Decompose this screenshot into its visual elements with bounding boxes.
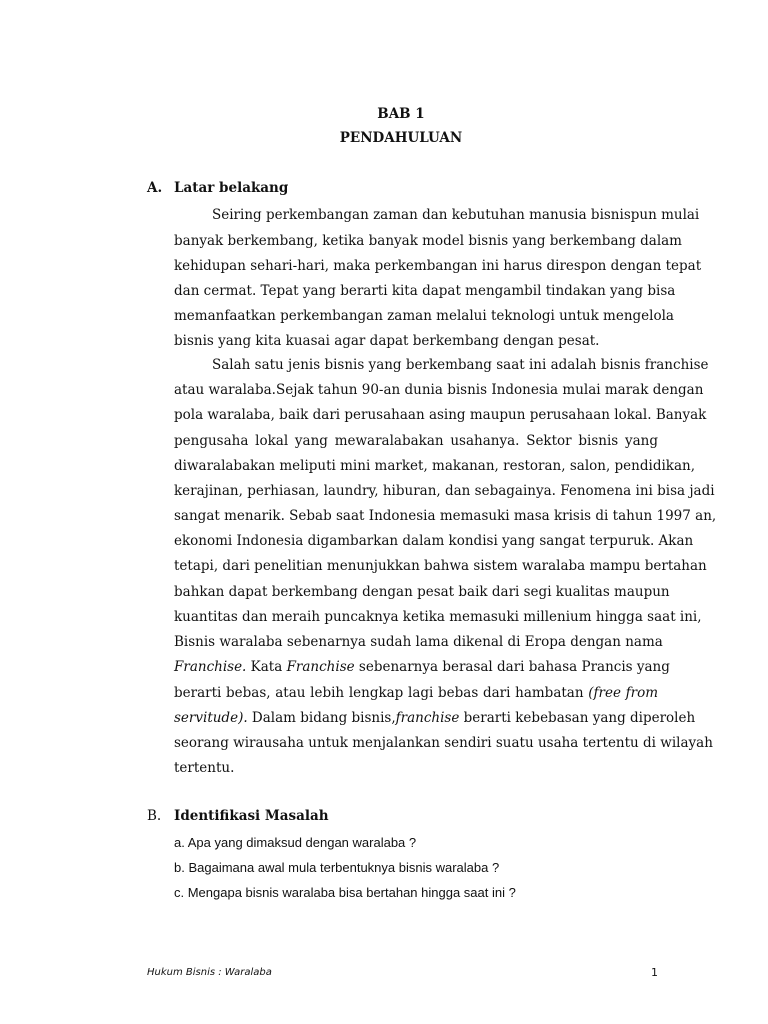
paragraph-line: Franchise. Kata Franchise sebenarnya berasal dari bahasa Prancis yang	[174, 659, 670, 675]
italic-term: servitude).	[174, 710, 248, 726]
paragraph-line: kuantitas dan meraih puncaknya ketika memasuki millenium hingga saat ini,	[174, 609, 702, 625]
chapter-title: PENDAHULUAN	[339, 130, 463, 146]
paragraph-line: tetapi, dari penelitian menunjukkan bahwa sistem waralaba mampu bertahan	[174, 558, 707, 574]
paragraph-line: bahkan dapat berkembang dengan pesat baik dari segi kualitas maupun	[174, 584, 670, 600]
paragraph-line: dan cermat. Tepat yang berarti kita dapat mengambil tindakan yang bisa	[174, 283, 676, 299]
paragraph-line: Salah satu jenis bisnis yang berkembang saat ini adalah bisnis franchise	[212, 357, 709, 373]
paragraph-line: tertentu.	[174, 760, 235, 776]
section-a-marker: A.	[147, 180, 163, 196]
paragraph-line: diwaralabakan meliputi mini market, makanan, restoran, salon, pendidikan,	[174, 458, 695, 474]
list-item: c. Mengapa bisnis waralaba bisa bertahan hingga saat ini ?	[174, 885, 516, 900]
italic-term: franchise	[395, 710, 460, 726]
footer-text: Hukum Bisnis : Waralaba	[147, 967, 272, 978]
paragraph-line: Seiring perkembangan zaman dan kebutuhan manusia bisnispun mulai	[212, 207, 700, 223]
list-item: a. Apa yang dimaksud dengan waralaba ?	[174, 835, 417, 850]
paragraph-line: pengusaha lokal yang mewaralabakan usahanya. Sektor bisnis yang	[174, 433, 658, 449]
paragraph-line: servitude). Dalam bidang bisnis,franchise berarti kebebasan yang diperoleh	[174, 710, 696, 726]
section-b-heading: Identifikasi Masalah	[174, 808, 329, 824]
italic-term: (free from	[588, 685, 658, 701]
paragraph-line: pola waralaba, baik dari perusahaan asing maupun perusahaan lokal. Banyak	[174, 407, 707, 423]
paragraph-line: ekonomi Indonesia digambarkan dalam kondisi yang sangat terpuruk. Akan	[174, 533, 694, 549]
paragraph-line: banyak berkembang, ketika banyak model bisnis yang berkembang dalam	[174, 233, 682, 249]
section-a-heading: Latar belakang	[174, 180, 289, 196]
paragraph-line: kerajinan, perhiasan, laundry, hiburan, dan sebagainya. Fenomena ini bisa jadi	[174, 483, 715, 499]
paragraph-line: kehidupan sehari-hari, maka perkembangan ini harus direspon dengan tepat	[174, 258, 702, 274]
paragraph-line: memanfaatkan perkembangan zaman melalui teknologi untuk mengelola	[174, 308, 674, 324]
page-number: 1	[651, 966, 658, 979]
list-item: b. Bagaimana awal mula terbentuknya bisnis waralaba ?	[174, 860, 500, 875]
paragraph-line: bisnis yang kita kuasai agar dapat berkembang dengan pesat.	[174, 333, 600, 349]
paragraph-line: sangat menarik. Sebab saat Indonesia memasuki masa krisis di tahun 1997 an,	[174, 508, 717, 524]
paragraph-line: atau waralaba.Sejak tahun 90-an dunia bisnis Indonesia mulai marak dengan	[174, 382, 704, 398]
chapter-number: BAB 1	[377, 106, 425, 122]
italic-term: Franchise.	[174, 659, 247, 675]
paragraph-line: berarti bebas, atau lebih lengkap lagi bebas dari hambatan (free from	[174, 685, 658, 701]
section-b-marker: B.	[147, 808, 162, 824]
paragraph-line: Bisnis waralaba sebenarnya sudah lama dikenal di Eropa dengan nama	[174, 634, 663, 650]
italic-term: Franchise	[286, 659, 355, 675]
paragraph-line: seorang wirausaha untuk menjalankan sendiri suatu usaha tertentu di wilayah	[174, 735, 713, 751]
